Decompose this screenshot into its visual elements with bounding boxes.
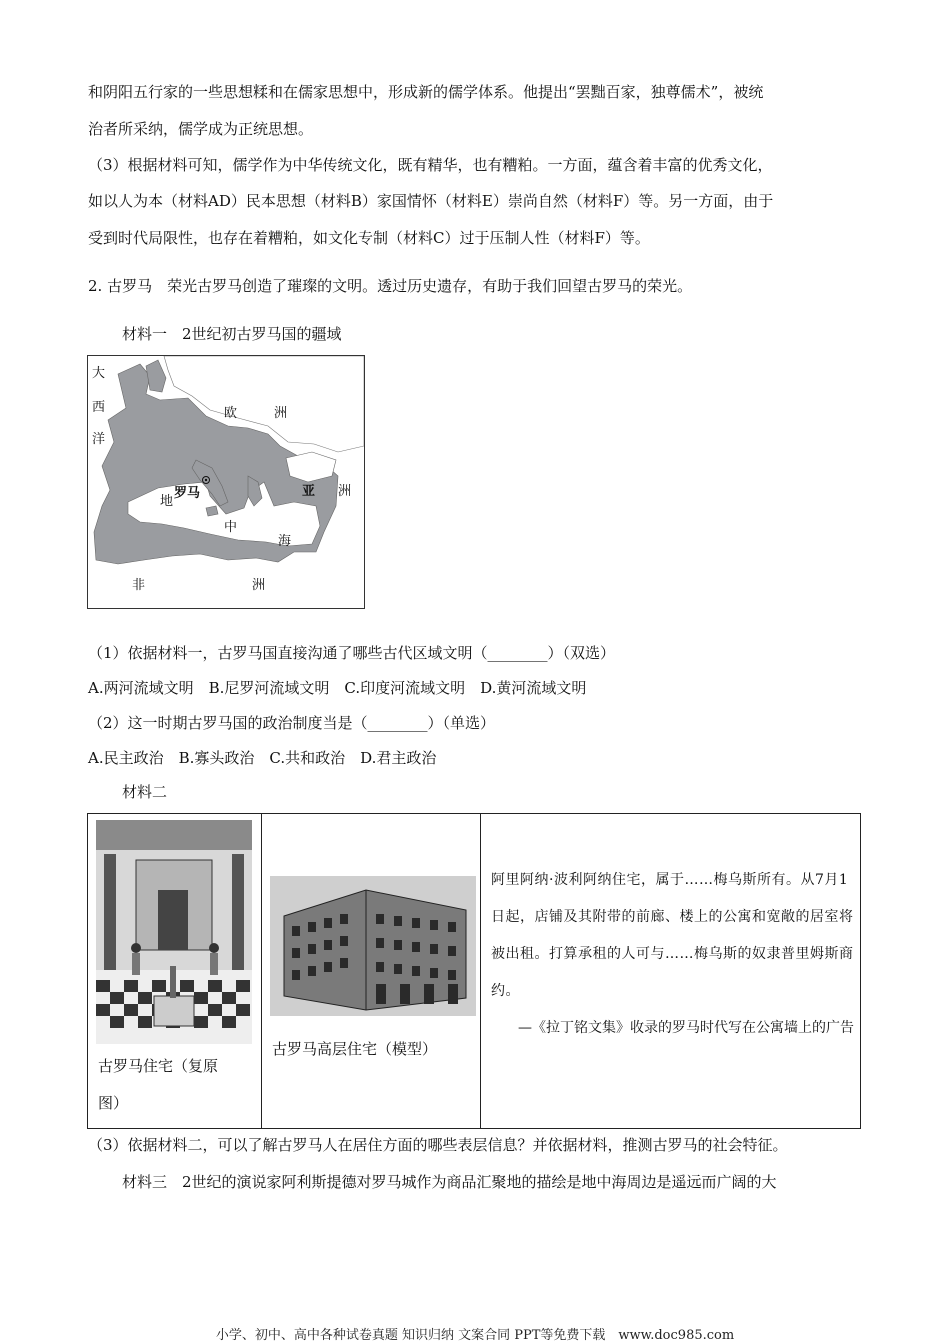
answer-line-4: 如以人为本（材料AD）民本思想（材料B）家国情怀（材料E）崇尚自然（材料F）等。另一方面，由于 [88, 192, 774, 210]
map-label-med-2: 中 [224, 520, 238, 535]
map-label-med-3: 海 [278, 534, 292, 549]
map-drawing [88, 356, 364, 608]
advertisement-text: 阿里阿纳·波利阿纳住宅，属于……梅乌斯所有。从7月1日起，店铺及其附带的前廊、楼上的公寓和宽敞的居室将被出租。打算承租的人可与……梅乌斯的奴隶普里姆斯商约。 [491, 872, 854, 999]
sub-question-3: （3）依据材料二，可以了解古罗马人在居住方面的哪些表层信息？并依据材料，推测古罗马的社会特征。 [88, 1136, 788, 1154]
answer-line-2: 治者所采纳，儒学成为正统思想。 [88, 120, 314, 138]
map-label-asia-1: 亚 [302, 484, 316, 499]
map-label-africa-1: 非 [132, 578, 146, 593]
map-label-atlantic-1: 大 [92, 366, 106, 381]
caption-roman-house-2: 图） [98, 1094, 129, 1112]
caption-roman-house-1: 古罗马住宅（复原 [98, 1057, 219, 1075]
caption-high-rise: 古罗马高层住宅（模型） [272, 1040, 438, 1058]
high-rise-cell [262, 814, 481, 1128]
sub-question-1-options: A.两河流域文明 B.尼罗河流域文明 C.印度河流域文明 D.黄河流域文明 [88, 679, 587, 697]
map-label-atlantic-3: 洋 [92, 432, 106, 447]
answer-line-5: 受到时代局限性，也存在着糟粕，如文化专制（材料C）过于压制人性（材料F）等。 [88, 229, 650, 247]
material-1-title: 材料一 2世纪初古罗马国的疆域 [122, 325, 342, 343]
roman-house-illustration [96, 820, 252, 1044]
page-footer: 小学、初中、高中各种试卷真题 知识归纳 文案合同 PPT等免费下载 www.doc985.com [215, 1328, 735, 1343]
map-label-europe-2: 洲 [274, 406, 288, 421]
roman-house-cell [88, 814, 262, 1128]
material-2-title: 材料二 [122, 783, 168, 801]
map-label-asia-2: 洲 [338, 484, 352, 499]
advertisement-cell [481, 814, 860, 1128]
map-label-atlantic-2: 西 [92, 400, 106, 415]
sub-question-2: （2）这一时期古罗马国的政治制度当是（________）（单选） [88, 714, 496, 732]
advertisement-source: —《拉丁铭文集》收录的罗马时代写在公寓墙上的广告 [518, 1020, 854, 1036]
map-label-med-1: 地 [160, 494, 174, 509]
answer-line-3: （3）根据材料可知，儒学作为中华传统文化，既有精华，也有糟粕。一方面，蕴含着丰富的优秀文化， [88, 156, 773, 174]
roman-empire-map [87, 355, 365, 609]
sicily [206, 506, 218, 516]
question-2-intro: 2. 古罗马 荣光古罗马创造了璀璨的文明。透过历史遗存，有助于我们回望古罗马的荣光。 [88, 277, 693, 295]
map-label-africa-2: 洲 [252, 578, 266, 593]
sub-question-1: （1）依据材料一，古罗马国直接沟通了哪些古代区域文明（________）（双选） [88, 644, 616, 662]
map-label-rome: 罗马 [174, 486, 201, 501]
map-label-europe-1: 欧 [224, 406, 238, 421]
material-2-table [87, 813, 861, 1129]
material-3-line: 材料三 2世纪的演说家阿利斯提德对罗马城作为商品汇聚地的描绘是地中海周边是遥远而广阔的大 [122, 1173, 777, 1191]
high-rise-model-illustration [270, 876, 476, 1016]
answer-line-1: 和阴阳五行家的一些思想糅和在儒家思想中，形成新的儒学体系。他提出“罢黜百家，独尊儒术”，被统 [88, 83, 764, 101]
sub-question-2-options: A.民主政治 B.寡头政治 C.共和政治 D.君主政治 [88, 749, 437, 767]
